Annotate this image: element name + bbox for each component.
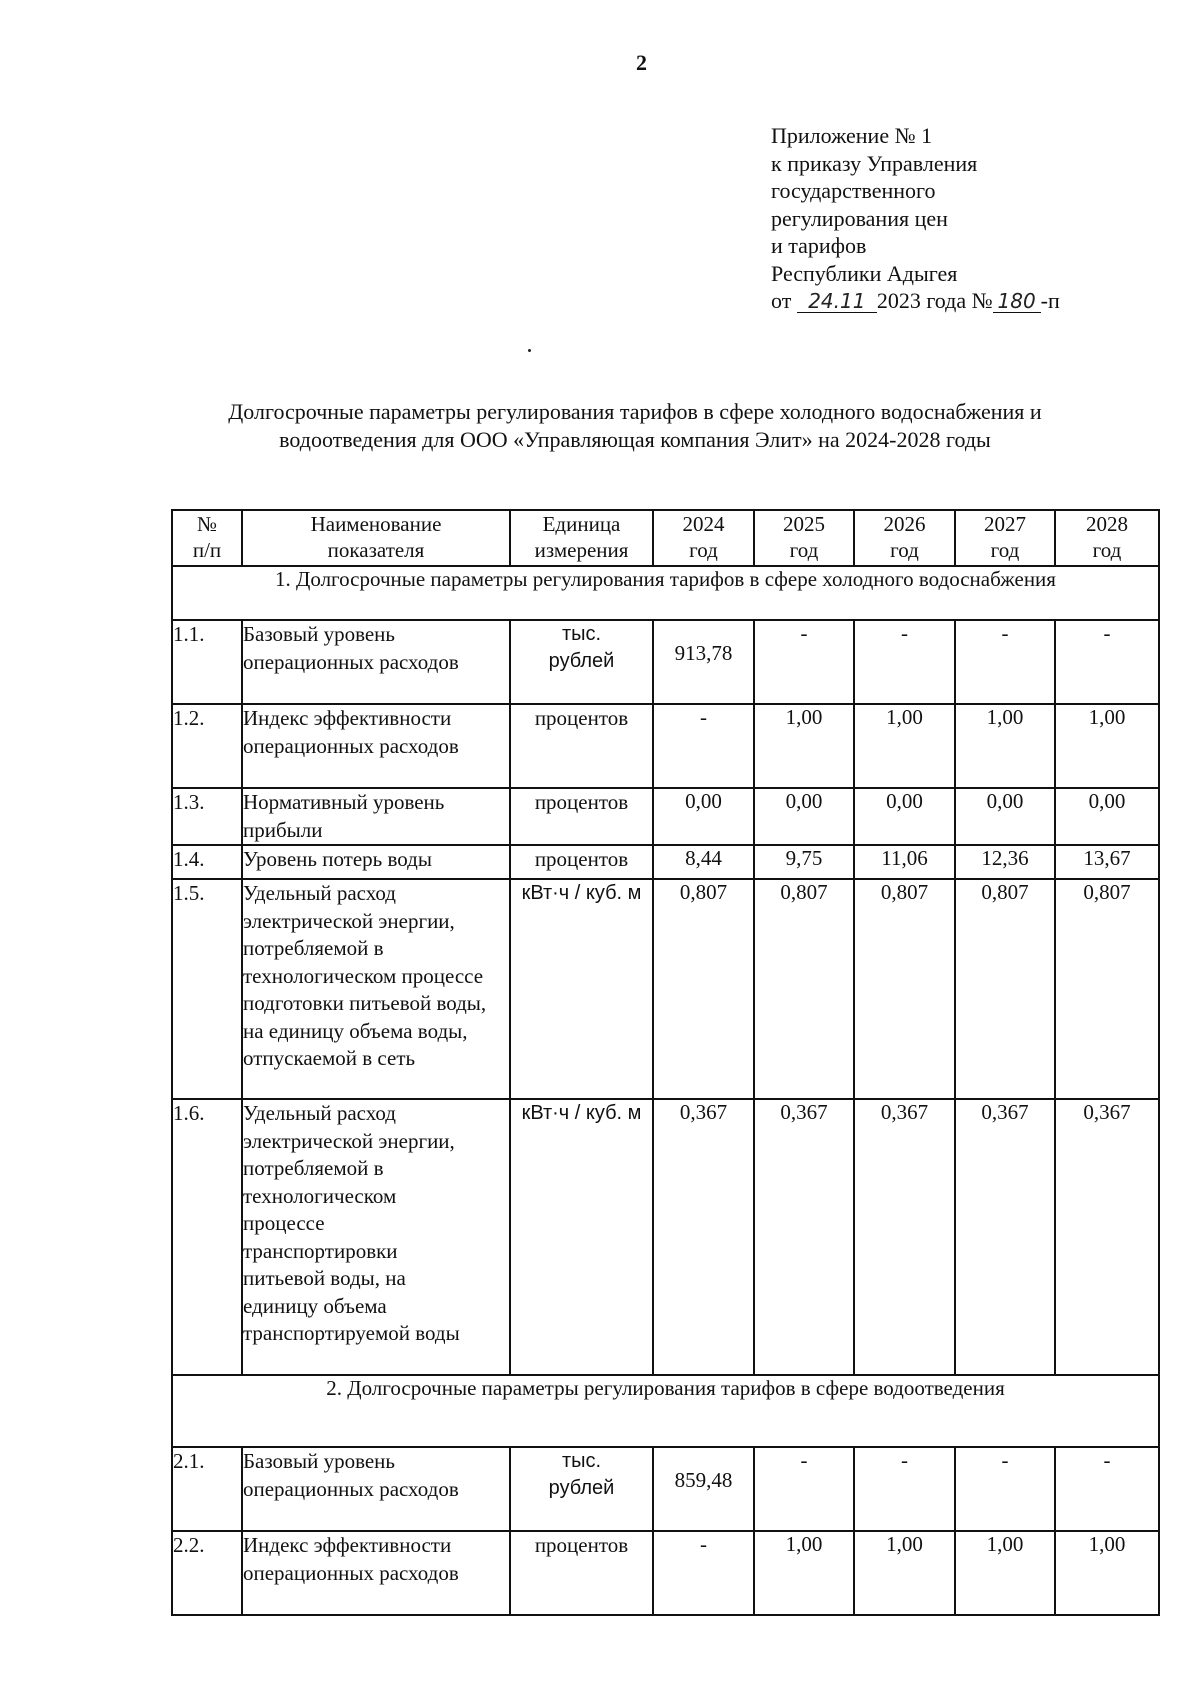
indicator-name: Нормативный уровень прибыли [242, 788, 510, 845]
value-cell: - [754, 1447, 854, 1531]
appendix-line: регулирования цен [771, 205, 948, 231]
appendix-line: и тарифов [771, 233, 867, 258]
appendix-line: Приложение № 1 [771, 123, 933, 148]
table-row [172, 704, 1159, 788]
value-cell: 0,00 [754, 788, 854, 845]
value-cell: 0,367 [754, 1099, 854, 1375]
date-prefix: от [771, 288, 792, 313]
table-row [172, 845, 1159, 879]
value-cell: - [955, 620, 1055, 704]
row-number: 1.6. [172, 1099, 242, 1375]
section-row [172, 566, 1159, 620]
indicator-name: Индекс эффективности операционных расходов [242, 1531, 510, 1615]
appendix-line: Республики Адыгея [771, 260, 958, 286]
order-date-line [771, 287, 1060, 315]
value-cell: - [1055, 1447, 1159, 1531]
value-cell: 0,807 [754, 879, 854, 1099]
value-cell: - [854, 620, 955, 704]
row-number: 1.5. [172, 879, 242, 1099]
indicator-name: Индекс эффективности операционных расходов [242, 704, 510, 788]
header-cell: 2026 год [854, 510, 955, 566]
section-title: 2. Долгосрочные параметры регулирования тарифов в сфере водоотведения [172, 1375, 1159, 1447]
appendix-block [771, 122, 1060, 315]
value-cell: - [1055, 620, 1159, 704]
value-cell: 0,367 [955, 1099, 1055, 1375]
indicator-name: Базовый уровень операционных расходов [242, 620, 510, 704]
value-cell: 0,00 [1055, 788, 1159, 845]
value-cell: - [854, 1447, 955, 1531]
value-cell: 11,06 [854, 845, 955, 879]
title-line: водоотведения для ООО «Управляющая компания Элит» на 2024-2028 годы [279, 427, 991, 452]
value-cell: 0,367 [653, 1099, 754, 1375]
header-cell: 2024 год [653, 510, 754, 566]
title-line: Долгосрочные параметры регулирования тарифов в сфере холодного водоснабжения и [228, 399, 1042, 424]
indicator-name: Удельный расход электрической энергии, потребляемой в технологическом процессе подготовки питьевой воды, на единицу объема воды, отпускаемой в сеть [242, 879, 510, 1099]
value-cell: - [653, 704, 754, 788]
appendix-line: государственного [771, 178, 936, 203]
value-cell: 0,807 [653, 879, 754, 1099]
value-cell: 1,00 [955, 1531, 1055, 1615]
section-title: 1. Долгосрочные параметры регулирования тарифов в сфере холодного водоснабжения [172, 566, 1159, 620]
value-cell: 0,807 [854, 879, 955, 1099]
header-cell: № п/п [172, 510, 242, 566]
value-cell: 0,807 [1055, 879, 1159, 1099]
indicator-name: Базовый уровень операционных расходов [242, 1447, 510, 1531]
value-cell: 1,00 [754, 704, 854, 788]
value-cell: 1,00 [854, 1531, 955, 1615]
page-number: 2 [636, 50, 647, 75]
value-cell: 1,00 [854, 704, 955, 788]
value-cell: 0,00 [854, 788, 955, 845]
value-cell: 0,367 [1055, 1099, 1159, 1375]
value-cell: 0,807 [955, 879, 1055, 1099]
row-number: 1.4. [172, 845, 242, 879]
value-cell: 12,36 [955, 845, 1055, 879]
unit-cell: процентов [510, 1531, 653, 1615]
table-row [172, 788, 1159, 845]
handwritten-order-number: 180 [993, 290, 1041, 313]
table-header-row [172, 510, 1159, 566]
date-year: 2023 года № [876, 288, 993, 313]
value-cell: 0,367 [854, 1099, 955, 1375]
row-number: 2.2. [172, 1531, 242, 1615]
unit-cell: процентов [510, 704, 653, 788]
value-cell: 1,00 [1055, 1531, 1159, 1615]
value-cell: - [653, 1531, 754, 1615]
value-cell: 0,00 [653, 788, 754, 845]
header-cell: Наименование показателя [242, 510, 510, 566]
row-number: 1.1. [172, 620, 242, 704]
handwritten-date: 24.11 [797, 290, 877, 313]
value-cell: - [754, 620, 854, 704]
row-number: 2.1. [172, 1447, 242, 1531]
header-cell: Единица измерения [510, 510, 653, 566]
table-row [172, 1099, 1159, 1375]
value-cell: 1,00 [955, 704, 1055, 788]
unit-cell: тыс. рублей [510, 620, 653, 704]
header-cell: 2028 год [1055, 510, 1159, 566]
stray-dot [528, 349, 531, 352]
value-cell: 8,44 [653, 845, 754, 879]
unit-cell: процентов [510, 788, 653, 845]
unit-cell: кВт·ч / куб. м [510, 879, 653, 1099]
appendix-line: к приказу Управления [771, 150, 978, 176]
header-cell: 2025 год [754, 510, 854, 566]
unit-cell: кВт·ч / куб. м [510, 1099, 653, 1375]
table-row [172, 1531, 1159, 1615]
value-cell: 913,78 [653, 620, 754, 704]
indicator-name: Удельный расход электрической энергии, потребляемой в технологическом процессе транспортировки питьевой воды, на единицу объема транспортируемой воды [242, 1099, 510, 1375]
value-cell: 1,00 [1055, 704, 1159, 788]
indicator-name: Уровень потерь воды [242, 845, 510, 879]
value-cell: 0,00 [955, 788, 1055, 845]
table-row [172, 1447, 1159, 1531]
value-cell: 9,75 [754, 845, 854, 879]
row-number: 1.2. [172, 704, 242, 788]
value-cell: 1,00 [754, 1531, 854, 1615]
row-number: 1.3. [172, 788, 242, 845]
unit-cell: тыс. рублей [510, 1447, 653, 1531]
table-row [172, 879, 1159, 1099]
section-row [172, 1375, 1159, 1447]
parameters-table [171, 509, 1160, 1616]
value-cell: 859,48 [653, 1447, 754, 1531]
value-cell: 13,67 [1055, 845, 1159, 879]
number-suffix: -п [1040, 288, 1060, 313]
document-title [170, 398, 1100, 454]
value-cell: - [955, 1447, 1055, 1531]
header-cell: 2027 год [955, 510, 1055, 566]
table-row [172, 620, 1159, 704]
unit-cell: процентов [510, 845, 653, 879]
